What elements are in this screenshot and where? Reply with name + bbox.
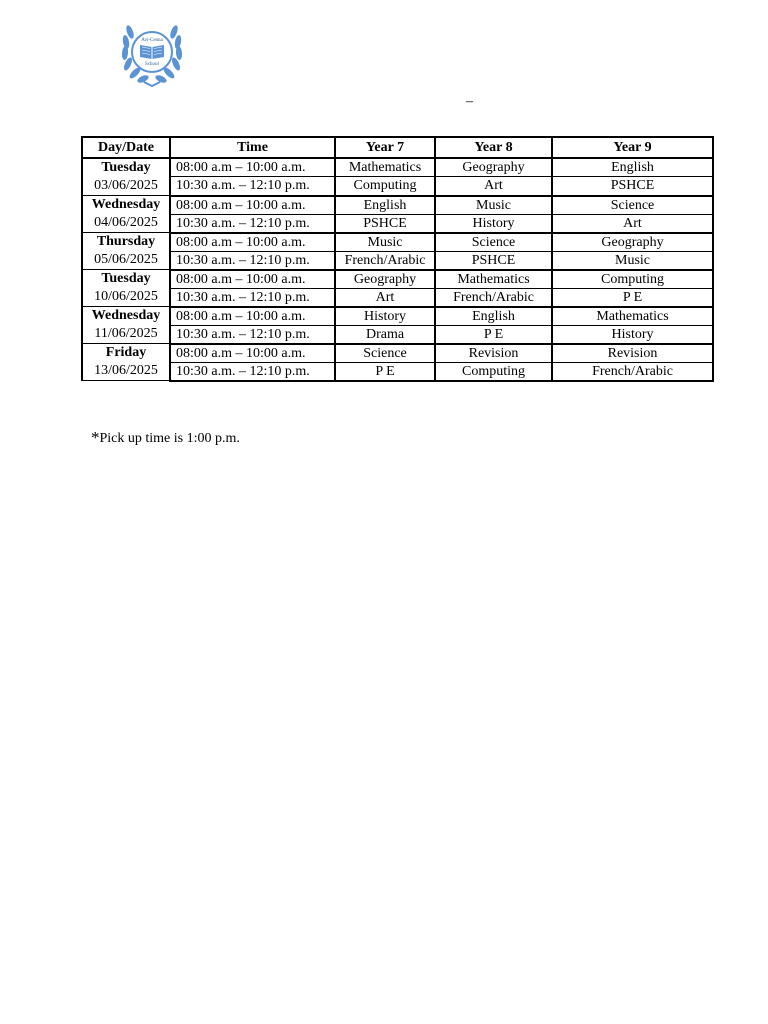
year8-subject: English [435, 307, 552, 326]
day-date: 13/06/2025 [94, 363, 158, 378]
header-year9: Year 9 [552, 137, 713, 158]
year7-subject: Drama [335, 325, 435, 344]
table-row [82, 344, 713, 363]
header-time: Time [170, 137, 335, 158]
exam-timetable [81, 136, 714, 382]
time-cell: 08:00 a.m – 10:00 a.m. [170, 270, 335, 289]
year7-subject: Mathematics [335, 158, 435, 177]
open-book-icon [140, 45, 164, 59]
year8-subject: Computing [435, 362, 552, 381]
year9-subject: Mathematics [552, 307, 713, 326]
day-cell [82, 307, 170, 344]
year7-subject: French/Arabic [335, 251, 435, 270]
day-cell [82, 233, 170, 270]
header-year7: Year 7 [335, 137, 435, 158]
day-name: Wednesday [91, 197, 161, 212]
day-date: 05/06/2025 [94, 252, 158, 267]
day-date: 11/06/2025 [94, 326, 158, 341]
year8-subject: Revision [435, 344, 552, 363]
title-dash: – [466, 94, 473, 109]
time-cell: 10:30 a.m. – 12:10 p.m. [170, 288, 335, 307]
year8-subject: Mathematics [435, 270, 552, 289]
table-row [82, 362, 713, 381]
year9-subject: PSHCE [552, 177, 713, 196]
year7-subject: Computing [335, 177, 435, 196]
year7-subject: Science [335, 344, 435, 363]
pickup-note [91, 428, 240, 448]
time-cell: 08:00 a.m – 10:00 a.m. [170, 158, 335, 177]
year7-subject: Geography [335, 270, 435, 289]
day-date: 04/06/2025 [94, 215, 158, 230]
year9-subject: P E [552, 288, 713, 307]
day-name: Wednesday [91, 308, 161, 323]
year9-subject: Art [552, 214, 713, 233]
day-name: Tuesday [101, 160, 151, 175]
day-cell [82, 196, 170, 233]
time-cell: 10:30 a.m. – 12:10 p.m. [170, 214, 335, 233]
year7-subject: PSHCE [335, 214, 435, 233]
note-asterisk: * [91, 428, 100, 447]
year8-subject: PSHCE [435, 251, 552, 270]
day-date: 10/06/2025 [94, 289, 158, 304]
year7-subject: Art [335, 288, 435, 307]
table-row [82, 251, 713, 270]
table-row [82, 307, 713, 326]
table-row [82, 288, 713, 307]
table-row [82, 177, 713, 196]
year9-subject: Science [552, 196, 713, 215]
table-row [82, 270, 713, 289]
year8-subject: P E [435, 325, 552, 344]
time-cell: 08:00 a.m – 10:00 a.m. [170, 344, 335, 363]
time-cell: 10:30 a.m. – 12:10 p.m. [170, 251, 335, 270]
note-text: Pick up time is 1:00 p.m. [99, 431, 240, 446]
year7-subject: History [335, 307, 435, 326]
table-header-row [82, 137, 713, 158]
year7-subject: P E [335, 362, 435, 381]
year9-subject: French/Arabic [552, 362, 713, 381]
year8-subject: Music [435, 196, 552, 215]
table-row [82, 196, 713, 215]
time-cell: 08:00 a.m – 10:00 a.m. [170, 196, 335, 215]
day-cell [82, 344, 170, 381]
school-logo [118, 14, 186, 88]
year8-subject: Geography [435, 158, 552, 177]
table-row [82, 158, 713, 177]
year8-subject: French/Arabic [435, 288, 552, 307]
svg-text:Avi-Cenna: Avi-Cenna [141, 38, 163, 43]
day-cell [82, 158, 170, 196]
year9-subject: Revision [552, 344, 713, 363]
day-name: Thursday [96, 234, 156, 249]
year8-subject: Science [435, 233, 552, 252]
table-row [82, 233, 713, 252]
time-cell: 10:30 a.m. – 12:10 p.m. [170, 177, 335, 196]
table-row [82, 325, 713, 344]
day-name: Friday [105, 345, 147, 360]
table-row [82, 214, 713, 233]
svg-text:School: School [145, 62, 159, 67]
header-year8: Year 8 [435, 137, 552, 158]
day-cell [82, 270, 170, 307]
year7-subject: Music [335, 233, 435, 252]
year8-subject: History [435, 214, 552, 233]
time-cell: 08:00 a.m – 10:00 a.m. [170, 307, 335, 326]
year9-subject: History [552, 325, 713, 344]
year9-subject: Geography [552, 233, 713, 252]
year9-subject: Music [552, 251, 713, 270]
header-day-date: Day/Date [82, 137, 170, 158]
time-cell: 10:30 a.m. – 12:10 p.m. [170, 325, 335, 344]
year9-subject: English [552, 158, 713, 177]
day-name: Tuesday [101, 271, 151, 286]
year8-subject: Art [435, 177, 552, 196]
year9-subject: Computing [552, 270, 713, 289]
year7-subject: English [335, 196, 435, 215]
day-date: 03/06/2025 [94, 178, 158, 193]
time-cell: 10:30 a.m. – 12:10 p.m. [170, 362, 335, 381]
time-cell: 08:00 a.m – 10:00 a.m. [170, 233, 335, 252]
